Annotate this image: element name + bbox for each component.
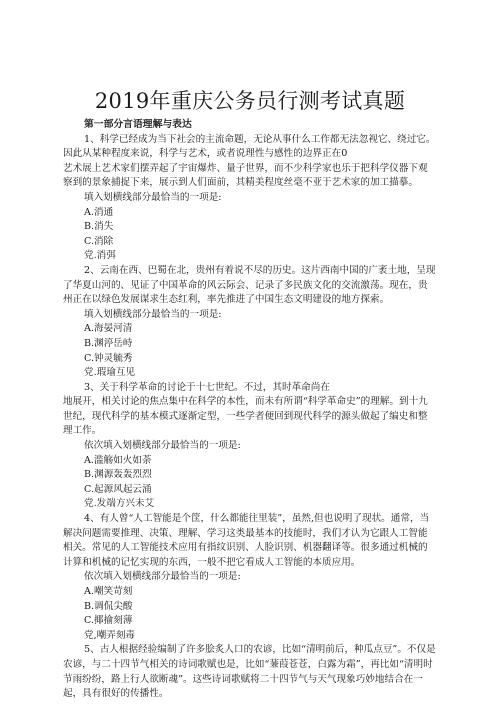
question-2-stem: 2、云南在西、巴蜀在北，贵州有着说不尽的历史。这片西南中国的广袤土地，呈现了华夏山河的、见证了中国革命的风云际会、记录了多民族文化的交流激荡。现在，贵州正在以绿色发展谋求生态红利，率先推进了中国生态文明建设的地方探索。 <box>63 264 436 306</box>
question-2-option-a: A.海晏河清 <box>84 323 133 335</box>
question-4-option-c: C.揶揄刻薄 <box>84 615 133 627</box>
question-3-option-a: A.滥觞如火如荼 <box>84 454 152 466</box>
question-3-prompt: 依次填入划横线部分最恰当的一项是: <box>84 440 241 452</box>
question-3-stem: 3、关于科学革命的讨论于十七世纪。不过，其时革命尚在 <box>84 381 330 393</box>
question-1-stem: 1、科学已经成为当下社会的主流命题，无论从事什么工作都无法忽视它、绕过它。因此从某种程度来说，科学与艺术，或者说理性与感性的边界正在0 <box>63 133 436 160</box>
question-5-stem: 5、古人根据经验编制了许多脍炙人口的农谚，比如“清明前后，种瓜点豆”。不仅是农谚，与二十四节气相关的诗词歌赋也是，比如“蒹葭苍苍，白露为霜”，再比如“清明时节雨纷纷，路上行人欲断魂”。这些诗词歌赋将二十四节气与天气现象巧妙地结合在一起，具有很好的传播性。 <box>63 644 436 700</box>
question-2-prompt: 填入划横线部分最恰当的一项是: <box>84 308 222 320</box>
question-4-option-a: A.嘲笑苛刻 <box>84 586 133 597</box>
question-1-stem-continued: 艺术展上艺术家们摆弄起了宇宙爆炸、量子世界，而不少科学家也乐于把科学仪器下观察到的景象捕捉下来，展示到人们面前，其精美程度丝毫不亚于艺术家的加工描摹。 <box>63 162 428 189</box>
question-1-option-a: A.消通 <box>84 206 114 218</box>
question-3-option-b: B.渊源轰轰烈烈 <box>84 469 152 481</box>
question-1-option-b: B.消失 <box>84 221 114 233</box>
question-4-option-b: B.调侃尖酸 <box>84 600 133 612</box>
question-1-prompt: 填入划横线部分最恰当的一项是: <box>84 191 222 203</box>
section-heading: 第一部分言语理解与表达 <box>84 119 192 130</box>
question-4-prompt: 依次填入划横线部分最恰当的一项是: <box>84 571 241 583</box>
question-2-option-b: B.渊渟岳峙 <box>84 337 133 349</box>
question-4-answer: 党,嘲弄刻毒 <box>84 629 136 641</box>
question-3-stem-continued: 地展开，相关讨论的焦点集中在科学的本性，而未有所谓“科学革命史”的理解。到十九世纪，现代科学的基本模式逐渐定型，一些学者便回到现代科学的源头做起了编史和整理工作。 <box>63 396 428 437</box>
question-2-option-c: C.钟灵毓秀 <box>84 352 133 364</box>
question-1-answer: 党.消弭 <box>84 250 116 262</box>
document-title: 2019年重庆公务员行测考试真题 <box>94 89 406 113</box>
question-3-answer: 党.发端方兴未艾 <box>84 498 155 510</box>
question-1-option-c: C.消除 <box>84 235 114 247</box>
question-4-stem: 4、有人曾“人工智能是个筐，什么都能往里装”，虽然,但也说明了现状。通常，当解决问题需要推理、决策、理解、学习这类最基本的技能时，我们才认为它跟人工智能相关。常见的人工智能技术应用有指纹识别、人脸识别、机器翻译等。很多通过机械的计算和机械的记忆实现的东西，一般不把它看成人工智能的本质应用。 <box>63 513 430 568</box>
question-3-option-c: C.起源风起云涌 <box>84 483 152 495</box>
document-body <box>63 118 437 702</box>
question-2-answer: 党.瑕瑜互见 <box>84 367 136 379</box>
